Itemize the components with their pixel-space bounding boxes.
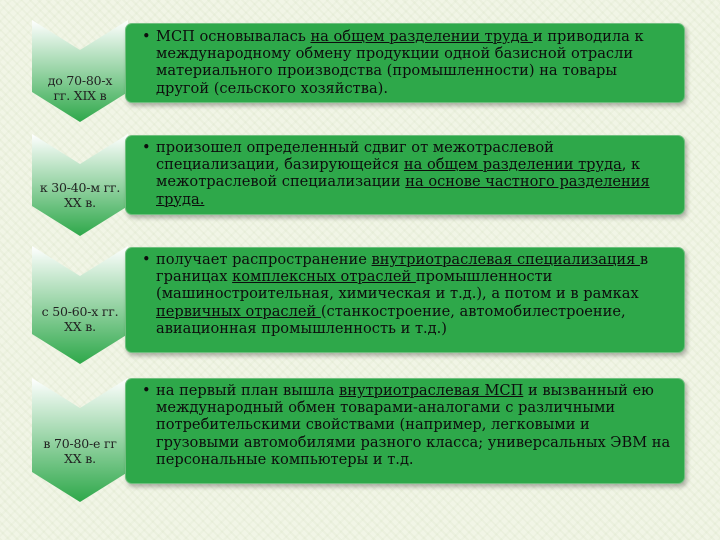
bullet-icon: • [142,251,151,268]
text-segment: произошел определенный сдвиг от межотраслевой специализации, базирующейся [156,139,554,174]
description-box [125,247,685,353]
text-segment: (станкостроение, автомобилестроение, авиационная промышленность и т.д.) [156,302,626,337]
text-segment: получает распространение [156,251,372,268]
description-text [142,251,674,337]
underlined-term: на общем разделении труда [310,28,533,45]
description-content [142,28,674,97]
period-label [32,436,128,466]
period-line: XX в. [64,451,96,466]
period-label [32,304,128,334]
underlined-term: первичных отраслей [156,302,321,320]
period-label [32,180,128,210]
underlined-term: комплексных отраслей [232,268,416,286]
period-chevron [32,20,128,122]
period-chevron [32,246,128,364]
chevron-arrow-shape [32,20,128,122]
description-box [125,23,685,103]
text-segment: , к межотраслевой специализации [156,156,641,191]
bullet-icon: • [142,28,151,45]
description-text [142,382,674,468]
text-segment: и вызванный ею международный обмен товарами-аналогами с различными потребительскими свойствами (например, легковыми и грузовыми автомобилями разного класса; универсальных ЭВМ на персональные компьютеры и т.д. [156,382,671,468]
period-line: XX в. [64,195,96,210]
period-chevron [32,378,128,502]
text-segment: на первый план вышла [156,382,340,399]
underlined-term: внутриотраслевая специализация [371,251,640,268]
period-label [32,73,128,103]
period-line: гг. XIX в [53,88,107,103]
period-line: до 70-80-х [47,73,113,88]
description-box [125,378,685,484]
description-text [142,28,674,97]
bullet-icon: • [142,139,151,156]
text-segment: промышленности (машиностроительная, химическая и т.д.), а потом и в рамках [156,268,639,303]
text-segment: МСП основывалась [156,28,311,45]
description-text [142,139,674,208]
description-content [142,251,674,337]
underlined-term: на основе частного разделения труда. [156,173,650,208]
description-box [125,135,685,215]
period-chevron [32,134,128,236]
period-line: с 50-60-х гг. [41,304,119,319]
period-line: к 30-40-м гг. [39,180,121,195]
description-content [142,382,674,468]
period-line: в 70-80-е гг [43,436,117,451]
description-content [142,139,674,208]
underlined-term: на общем разделении труда [403,156,622,174]
text-segment: и приводила к международному обмену продукции одной базисной отрасли материального производства (промышленности) на товары другой (сельского хозяйства). [156,28,644,97]
underlined-term: внутриотраслевая МСП [339,382,524,399]
text-segment: в границах [156,251,649,286]
period-line: XX в. [64,319,96,334]
bullet-icon: • [142,382,151,399]
